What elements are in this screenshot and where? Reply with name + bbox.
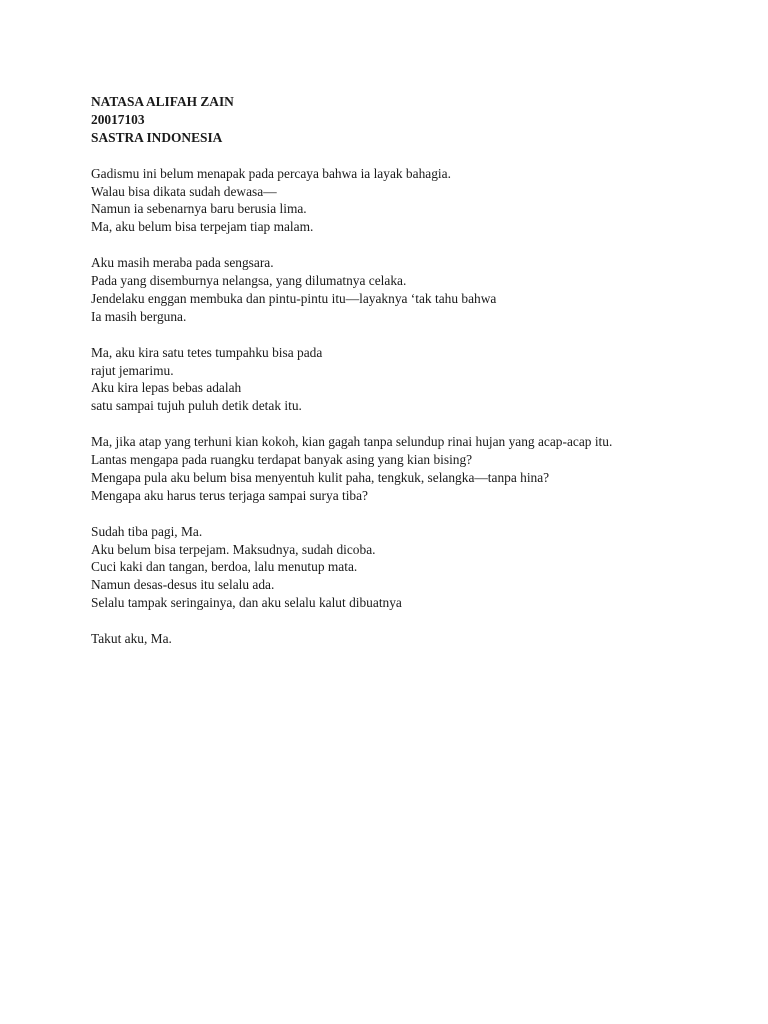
poem-line: Cuci kaki dan tangan, berdoa, lalu menutup mata. — [91, 559, 358, 575]
stanza-3 — [91, 344, 751, 416]
poem-line: Selalu tampak seringainya, dan aku selalu kalut dibuatnya — [91, 595, 402, 611]
poem-line: Sudah tiba pagi, Ma. — [91, 523, 203, 539]
poem-line: Ia masih berguna. — [91, 308, 187, 324]
poem-line: satu sampai tujuh puluh detik detak itu. — [91, 398, 302, 414]
poem-line: Ma, aku kira satu tetes tumpahku bisa pada — [91, 344, 323, 360]
author-name: NATASA ALIFAH ZAIN — [91, 94, 234, 109]
poem-line: Pada yang disemburnya nelangsa, yang dilumatnya celaka. — [91, 273, 407, 289]
poem-line: Jendelaku enggan membuka dan pintu-pintu itu—layaknya ‘tak tahu bahwa — [91, 290, 497, 306]
poem-line: Mengapa aku harus terus terjaga sampai surya tiba? — [91, 487, 369, 503]
poem-line: Mengapa pula aku belum bisa menyentuh kulit paha, tengkuk, selangka—tanpa hina? — [91, 469, 550, 485]
poem-line: Lantas mengapa pada ruangku terdapat banyak asing yang kian bising? — [91, 452, 473, 468]
author-header — [91, 93, 751, 147]
poem-line: Ma, aku belum bisa terpejam tiap malam. — [91, 219, 314, 235]
stanza-6 — [91, 630, 751, 648]
poem-line: Namun ia sebenarnya baru berusia lima. — [91, 201, 307, 217]
poem-line: Namun desas-desus itu selalu ada. — [91, 577, 275, 593]
stanza-4 — [91, 433, 751, 505]
poem-line: Aku kira lepas bebas adalah — [91, 380, 242, 396]
poem-line: Aku belum bisa terpejam. Maksudnya, sudah dicoba. — [91, 541, 376, 557]
stanza-5 — [91, 523, 751, 613]
poem-line: Walau bisa dikata sudah dewasa— — [91, 183, 277, 199]
poem-line: Gadismu ini belum menapak pada percaya bahwa ia layak bahagia. — [91, 165, 451, 181]
document-body — [91, 93, 751, 666]
poem-line: Aku masih meraba pada sengsara. — [91, 255, 274, 271]
poem-line: rajut jemarimu. — [91, 362, 174, 378]
stanza-1 — [91, 165, 751, 237]
poem-line: Ma, jika atap yang terhuni kian kokoh, kian gagah tanpa selundup rinai hujan yang acap-acap itu. — [91, 434, 613, 450]
department: SASTRA INDONESIA — [91, 129, 223, 145]
stanza-2 — [91, 254, 751, 326]
student-id: 20017103 — [91, 111, 145, 127]
poem-line: Takut aku, Ma. — [91, 631, 172, 647]
